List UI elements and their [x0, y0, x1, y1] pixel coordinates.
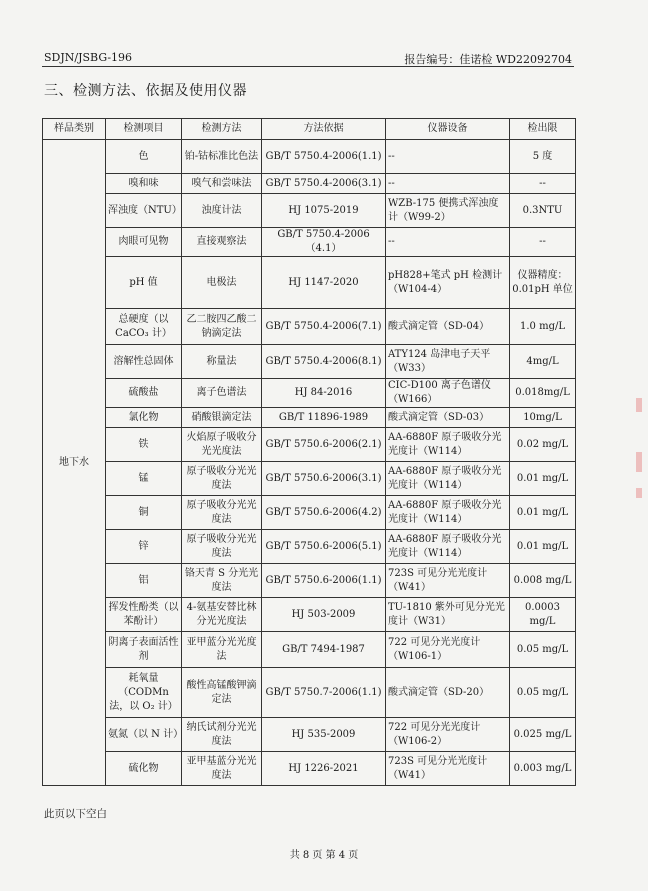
detection-limit-cell: 0.3NTU — [510, 194, 576, 228]
table-row — [43, 632, 576, 668]
method-basis-cell: HJ 503-2009 — [262, 598, 386, 632]
detection-limit-cell: 仪器精度：0.01pH 单位 — [510, 257, 576, 309]
test-method-cell: 离子色谱法 — [182, 379, 262, 408]
instrument-cell: -- — [386, 228, 510, 257]
instrument-cell: 酸式滴定管（SD-20） — [386, 668, 510, 718]
page-number: 共 8 页 第 4 页 — [289, 850, 359, 861]
table-header-row — [43, 119, 576, 140]
table-row — [43, 428, 576, 462]
table-row — [43, 462, 576, 496]
detection-limit-cell: 0.05 mg/L — [510, 668, 576, 718]
detection-limit-cell: 10mg/L — [510, 408, 576, 428]
blank-below-note: 此页以下空白 — [44, 808, 107, 820]
test-method-cell: 直接观察法 — [182, 228, 262, 257]
test-method-cell: 乙二胺四乙酸二钠滴定法 — [182, 309, 262, 345]
method-basis-cell: HJ 535-2009 — [262, 718, 386, 752]
instrument-cell: 723S 可见分光光度计（W41） — [386, 564, 510, 598]
test-method-cell: 硝酸银滴定法 — [182, 408, 262, 428]
instrument-cell: 722 可见分光光度计（W106-2） — [386, 718, 510, 752]
test-method-cell: 亚甲基蓝分光光度法 — [182, 752, 262, 786]
instrument-cell: TU-1810 紫外可见分光光度计（W31） — [386, 598, 510, 632]
document-code: SDJN/JSBG-196 — [44, 51, 133, 64]
table-row — [43, 496, 576, 530]
table-row — [43, 257, 576, 309]
test-item-cell: 浑浊度（NTU） — [106, 194, 182, 228]
test-item-cell: 总硬度（以 CaCO₃ 计） — [106, 309, 182, 345]
table-row — [43, 174, 576, 194]
test-item-cell: 挥发性酚类（以苯酚计） — [106, 598, 182, 632]
instrument-cell: AA-6880F 原子吸收分光光度计（W114） — [386, 530, 510, 564]
detection-limit-cell: 0.008 mg/L — [510, 564, 576, 598]
detection-limit-cell: 0.05 mg/L — [510, 632, 576, 668]
test-item-cell: 耗氧量（CODMn 法，以 O₂ 计） — [106, 668, 182, 718]
test-method-cell: 原子吸收分光光度法 — [182, 462, 262, 496]
test-item-cell: 铁 — [106, 428, 182, 462]
detection-limit-cell: 0.0003 mg/L — [510, 598, 576, 632]
table-row — [43, 752, 576, 786]
test-method-cell: 亚甲蓝分光光度法 — [182, 632, 262, 668]
col-header-test-method: 检测方法 — [182, 119, 262, 140]
table-row — [43, 408, 576, 428]
instrument-cell: AA-6880F 原子吸收分光光度计（W114） — [386, 428, 510, 462]
detection-limit-cell: 0.01 mg/L — [510, 462, 576, 496]
detection-limit-cell: 5 度 — [510, 140, 576, 174]
method-basis-cell: HJ 84-2016 — [262, 379, 386, 408]
test-item-cell: 肉眼可见物 — [106, 228, 182, 257]
instrument-cell: 酸式滴定管（SD-04） — [386, 309, 510, 345]
instrument-cell: 723S 可见分光光度计（W41） — [386, 752, 510, 786]
test-method-cell: 火焰原子吸收分光光度法 — [182, 428, 262, 462]
table-row — [43, 718, 576, 752]
test-item-cell: 硫化物 — [106, 752, 182, 786]
method-basis-cell: HJ 1075-2019 — [262, 194, 386, 228]
col-header-method-basis: 方法依据 — [262, 119, 386, 140]
test-item-cell: 阴离子表面活性剂 — [106, 632, 182, 668]
test-item-cell: 溶解性总固体 — [106, 345, 182, 379]
test-method-cell: 纳氏试剂分光光度法 — [182, 718, 262, 752]
instrument-cell: CIC-D100 离子色谱仪（W166） — [386, 379, 510, 408]
instrument-cell: -- — [386, 174, 510, 194]
test-method-cell: 4-氨基安替比林分光光度法 — [182, 598, 262, 632]
detection-limit-cell: 0.025 mg/L — [510, 718, 576, 752]
seal-fragment — [636, 452, 642, 472]
test-item-cell: 锰 — [106, 462, 182, 496]
method-basis-cell: GB/T 5750.6-2006(1.1) — [262, 564, 386, 598]
method-basis-cell: HJ 1226-2021 — [262, 752, 386, 786]
test-item-cell: 色 — [106, 140, 182, 174]
table-row — [43, 140, 576, 174]
col-header-sample-category: 样品类别 — [43, 119, 106, 140]
instrument-cell: ATY124 岛津电子天平（W33） — [386, 345, 510, 379]
test-method-cell: 称量法 — [182, 345, 262, 379]
detection-limit-cell: -- — [510, 228, 576, 257]
test-method-cell: 原子吸收分光光度法 — [182, 530, 262, 564]
test-item-cell: 铝 — [106, 564, 182, 598]
detection-limit-cell: 4mg/L — [510, 345, 576, 379]
sample-category-cell: 地下水 — [43, 140, 106, 786]
test-item-cell: 铜 — [106, 496, 182, 530]
detection-limit-cell: 0.01 mg/L — [510, 530, 576, 564]
table-row — [43, 379, 576, 408]
table-row — [43, 564, 576, 598]
col-header-test-item: 检测项目 — [106, 119, 182, 140]
table-row — [43, 530, 576, 564]
table-row — [43, 598, 576, 632]
test-method-cell: 原子吸收分光光度法 — [182, 496, 262, 530]
seal-fragment — [636, 488, 642, 498]
table-row — [43, 668, 576, 718]
instrument-cell: pH828+笔式 pH 检测计（W104-4） — [386, 257, 510, 309]
detection-limit-cell: 0.02 mg/L — [510, 428, 576, 462]
test-method-cell: 铬天青 S 分光光度法 — [182, 564, 262, 598]
method-basis-cell: GB/T 11896-1989 — [262, 408, 386, 428]
method-basis-cell: GB/T 5750.4-2006(1.1) — [262, 140, 386, 174]
test-method-cell: 电极法 — [182, 257, 262, 309]
col-header-instrument: 仪器设备 — [386, 119, 510, 140]
report-number: 报告编号：佳诺检 WD22092704 — [404, 53, 572, 66]
method-basis-cell: GB/T 7494-1987 — [262, 632, 386, 668]
test-method-cell: 铂-钴标准比色法 — [182, 140, 262, 174]
method-basis-cell: GB/T 5750.4-2006(3.1) — [262, 174, 386, 194]
method-basis-cell: HJ 1147-2020 — [262, 257, 386, 309]
method-basis-cell: GB/T 5750.6-2006(4.2) — [262, 496, 386, 530]
method-basis-cell: GB/T 5750.4-2006(8.1) — [262, 345, 386, 379]
method-basis-cell: GB/T 5750.7-2006(1.1) — [262, 668, 386, 718]
instrument-cell: -- — [386, 140, 510, 174]
test-item-cell: 锌 — [106, 530, 182, 564]
test-item-cell: 硫酸盐 — [106, 379, 182, 408]
test-item-cell: 嗅和味 — [106, 174, 182, 194]
detection-limit-cell: 0.018mg/L — [510, 379, 576, 408]
method-basis-cell: GB/T 5750.6-2006(5.1) — [262, 530, 386, 564]
detection-limit-cell: 0.003 mg/L — [510, 752, 576, 786]
instrument-cell: 酸式滴定管（SD-03） — [386, 408, 510, 428]
table-row — [43, 345, 576, 379]
seal-fragment — [636, 398, 642, 412]
detection-limit-cell: -- — [510, 174, 576, 194]
instrument-cell: AA-6880F 原子吸收分光光度计（W114） — [386, 496, 510, 530]
methods-table — [42, 118, 576, 786]
table-row — [43, 228, 576, 257]
instrument-cell: WZB-175 便携式浑浊度计（W99-2） — [386, 194, 510, 228]
table-row — [43, 309, 576, 345]
method-basis-cell: GB/T 5750.6-2006(3.1) — [262, 462, 386, 496]
test-item-cell: 氯化物 — [106, 408, 182, 428]
method-basis-cell: GB/T 5750.6-2006(2.1) — [262, 428, 386, 462]
section-title: 三、检测方法、依据及使用仪器 — [44, 83, 247, 99]
test-method-cell: 嗅气和尝味法 — [182, 174, 262, 194]
method-basis-cell: GB/T 5750.4-2006(7.1) — [262, 309, 386, 345]
test-item-cell: pH 值 — [106, 257, 182, 309]
detection-limit-cell: 1.0 mg/L — [510, 309, 576, 345]
table-row — [43, 194, 576, 228]
instrument-cell: 722 可见分光光度计（W106-1） — [386, 632, 510, 668]
col-header-detection-limit: 检出限 — [510, 119, 576, 140]
method-basis-cell: GB/T 5750.4-2006（4.1） — [262, 228, 386, 257]
test-method-cell: 酸性高锰酸钾滴定法 — [182, 668, 262, 718]
instrument-cell: AA-6880F 原子吸收分光光度计（W114） — [386, 462, 510, 496]
test-item-cell: 氨氮（以 N 计） — [106, 718, 182, 752]
detection-limit-cell: 0.01 mg/L — [510, 496, 576, 530]
test-method-cell: 浊度计法 — [182, 194, 262, 228]
header-divider — [42, 66, 574, 67]
